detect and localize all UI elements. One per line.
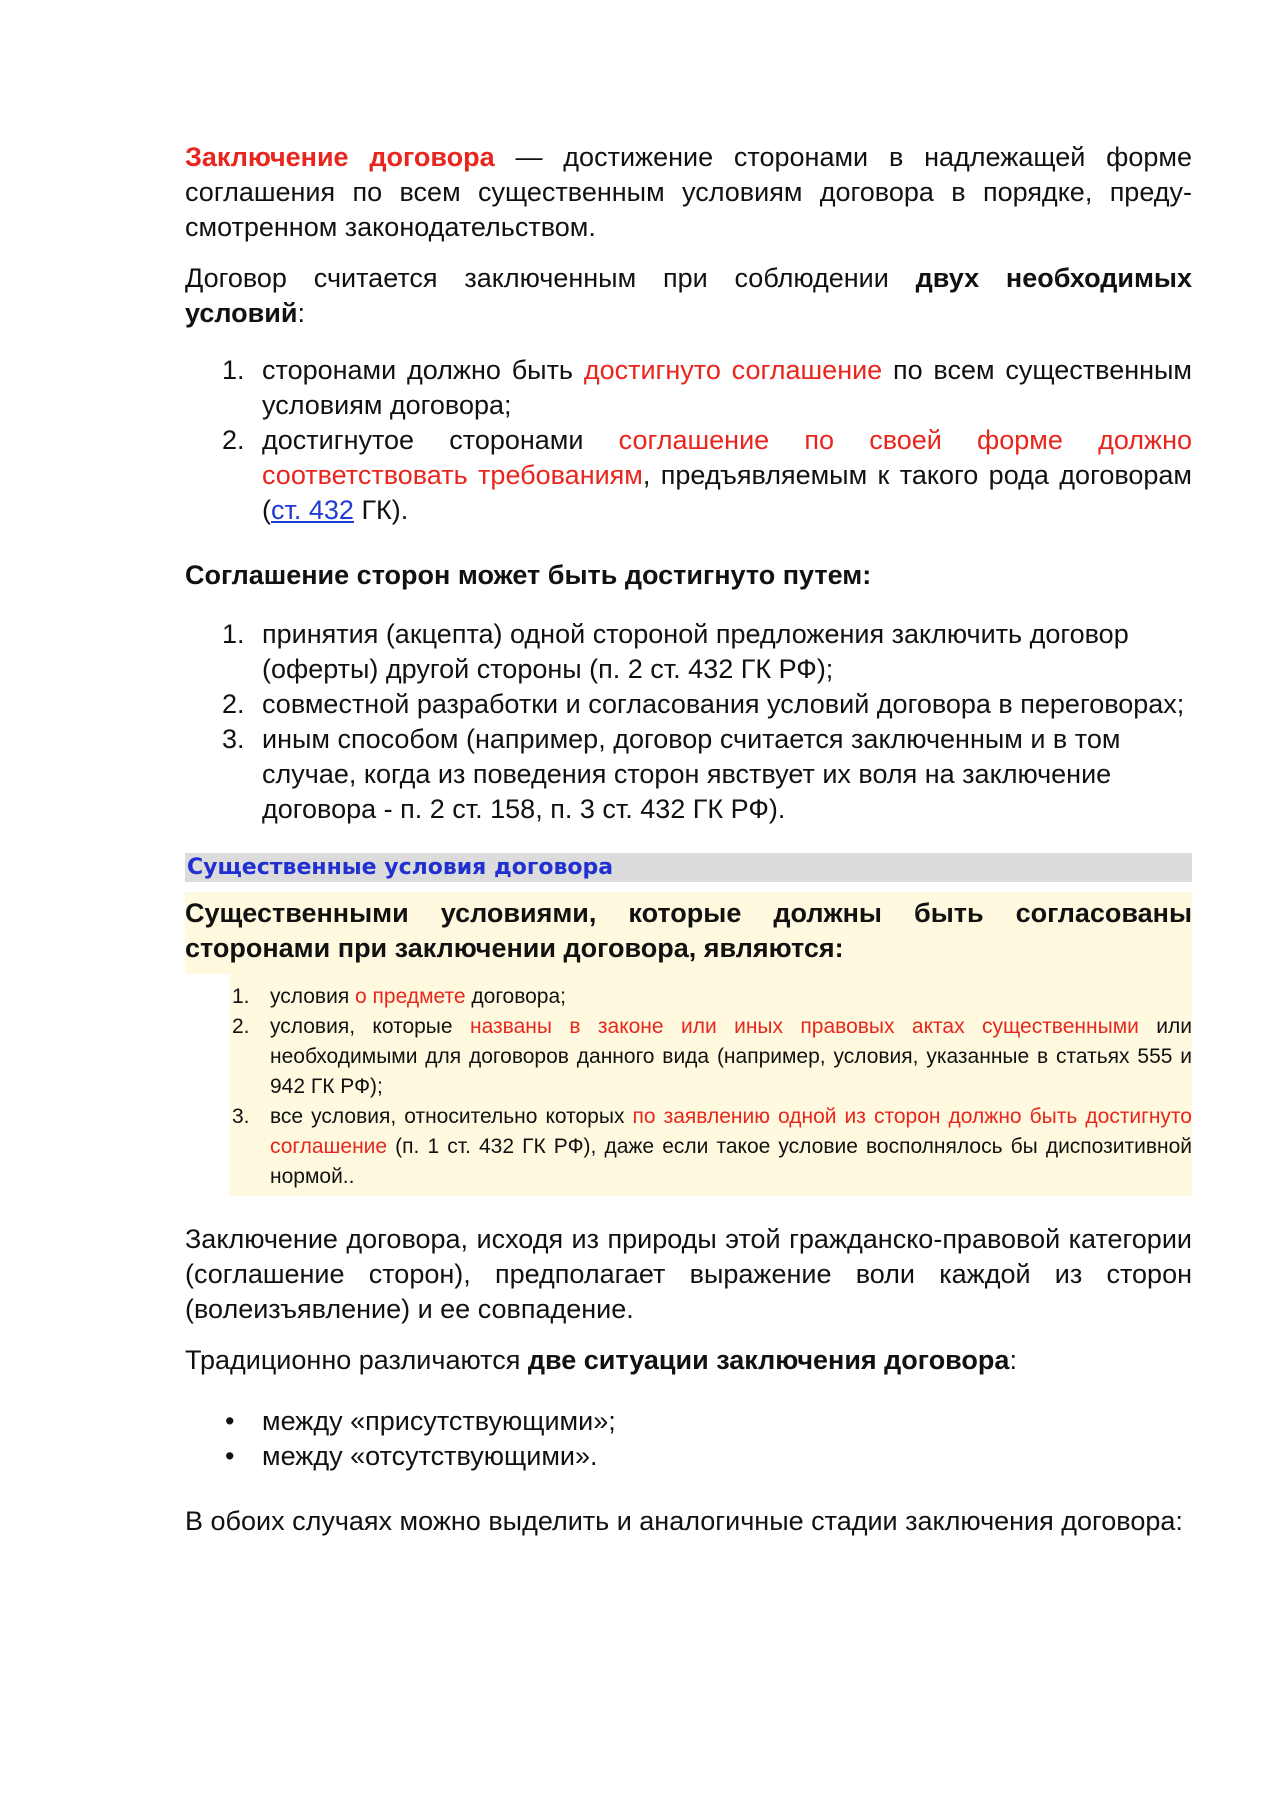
list-text: условия xyxy=(270,985,356,1008)
list-number: 2. xyxy=(232,1015,250,1038)
list-text: иным способом (например, договор считается заключенным и в том случае, когда из поведения сторон явствует их воля на заключение договора - п. 2 ст. 158, п. 3 ст. 432 ГК РФ). xyxy=(262,724,1121,824)
list-text: по всем существенным условиям договора; xyxy=(262,355,1192,420)
list-item xyxy=(185,423,1192,528)
conditions-intro-text: Договор считается заключенным при соблюдении xyxy=(185,263,916,293)
list-item xyxy=(230,982,1192,1012)
situations-intro-colon: : xyxy=(1009,1345,1017,1375)
list-number: 1. xyxy=(232,985,250,1008)
list-highlight: названы в законе или иных правовых актах существенными xyxy=(469,1015,1139,1038)
agreement-methods-list xyxy=(185,617,1192,827)
document-page xyxy=(185,140,1192,1555)
list-text: ГК). xyxy=(353,495,409,525)
list-text: принятия (акцепта) одной стороной предложения заключить договор (оферты) другой стороны (п. 2 ст. 432 ГК РФ); xyxy=(262,619,1129,684)
list-item xyxy=(230,1102,1192,1192)
definition-text: — достижение сторонами в надлежащей форме соглашения по всем существенным условиям договора в порядке, преду-смотренном законодательством. xyxy=(185,142,1192,242)
list-text: (п. 1 ст. 432 ГК РФ), даже если такое условие восполнялось бы диспозитивной нормой.. xyxy=(270,1135,1192,1188)
list-text: договора; xyxy=(465,985,566,1008)
conditions-intro-colon: : xyxy=(297,298,305,328)
list-number: 3. xyxy=(222,724,245,754)
list-item xyxy=(185,1404,1192,1439)
list-highlight: достигнуто соглашение xyxy=(583,355,883,385)
section-header xyxy=(185,853,1192,882)
list-highlight: соглашение по своей форме должно соответствовать требованиям xyxy=(262,425,1192,490)
nature-paragraph: Заключение договора, исходя из природы этой гражданско-правовой категории (соглашение сторон), предполагает выражение воли каждой из сторон (волеизъявление) и ее совпадение. xyxy=(185,1224,1192,1324)
situations-list xyxy=(185,1404,1192,1474)
list-number: 2. xyxy=(222,425,245,455)
list-text: все условия, относительно которых xyxy=(270,1105,633,1128)
list-item xyxy=(185,617,1192,687)
bullet-icon: • xyxy=(225,1406,235,1436)
stages-paragraph: В обоих случаях можно выделить и аналогичные стадии заключения договора: xyxy=(185,1506,1183,1536)
bullet-icon: • xyxy=(225,1441,235,1471)
list-item xyxy=(185,353,1192,423)
list-number: 1. xyxy=(222,619,245,649)
list-text: достигнутое сторонами xyxy=(262,425,619,455)
list-text: совместной разработки и согласования условий договора в переговорах; xyxy=(262,689,1185,719)
list-highlight: по заявлению одной из сторон должно быть достигнуто соглашение xyxy=(270,1105,1192,1158)
list-text: условия, которые xyxy=(270,1015,470,1038)
list-highlight: о предмете xyxy=(355,985,466,1008)
list-text: между «отсутствующими». xyxy=(262,1441,598,1471)
article-432-link[interactable]: ст. 432 xyxy=(271,495,354,525)
list-item xyxy=(185,687,1192,722)
list-text: между «присутствующими»; xyxy=(262,1406,616,1436)
list-number: 1. xyxy=(222,355,245,385)
list-item xyxy=(230,1012,1192,1102)
section-title: Существенные условия договора xyxy=(187,855,614,880)
list-text: сторонами должно быть xyxy=(262,355,584,385)
essential-conditions-title: Существенными условиями, которые должны быть согласованы сторонами при заключении договора, являются: xyxy=(185,892,1192,974)
essential-conditions-list xyxy=(230,974,1192,1196)
definition-paragraph xyxy=(185,140,1192,245)
list-text: или необходимыми для договоров данного вида (например, условия, указанные в статьях 555 и 942 ГК РФ); xyxy=(270,1015,1192,1098)
list-item xyxy=(185,722,1192,827)
situations-intro-bold: две ситуации заключения договора xyxy=(527,1345,1010,1375)
situations-intro-text: Традиционно различаются xyxy=(185,1345,528,1375)
conditions-list xyxy=(185,353,1192,528)
list-number: 2. xyxy=(222,689,245,719)
list-item xyxy=(185,1439,1192,1474)
conditions-intro-bold: двух необходимых условий xyxy=(185,263,1192,328)
list-number: 3. xyxy=(232,1105,250,1128)
situations-intro-paragraph xyxy=(185,1343,1192,1378)
conditions-intro-paragraph xyxy=(185,261,1192,331)
agreement-heading: Соглашение сторон может быть достигнуто путем: xyxy=(185,560,872,590)
definition-term: Заключение договора xyxy=(185,142,495,172)
list-text: , предъявляемым к такого рода договорам ( xyxy=(262,460,1192,525)
